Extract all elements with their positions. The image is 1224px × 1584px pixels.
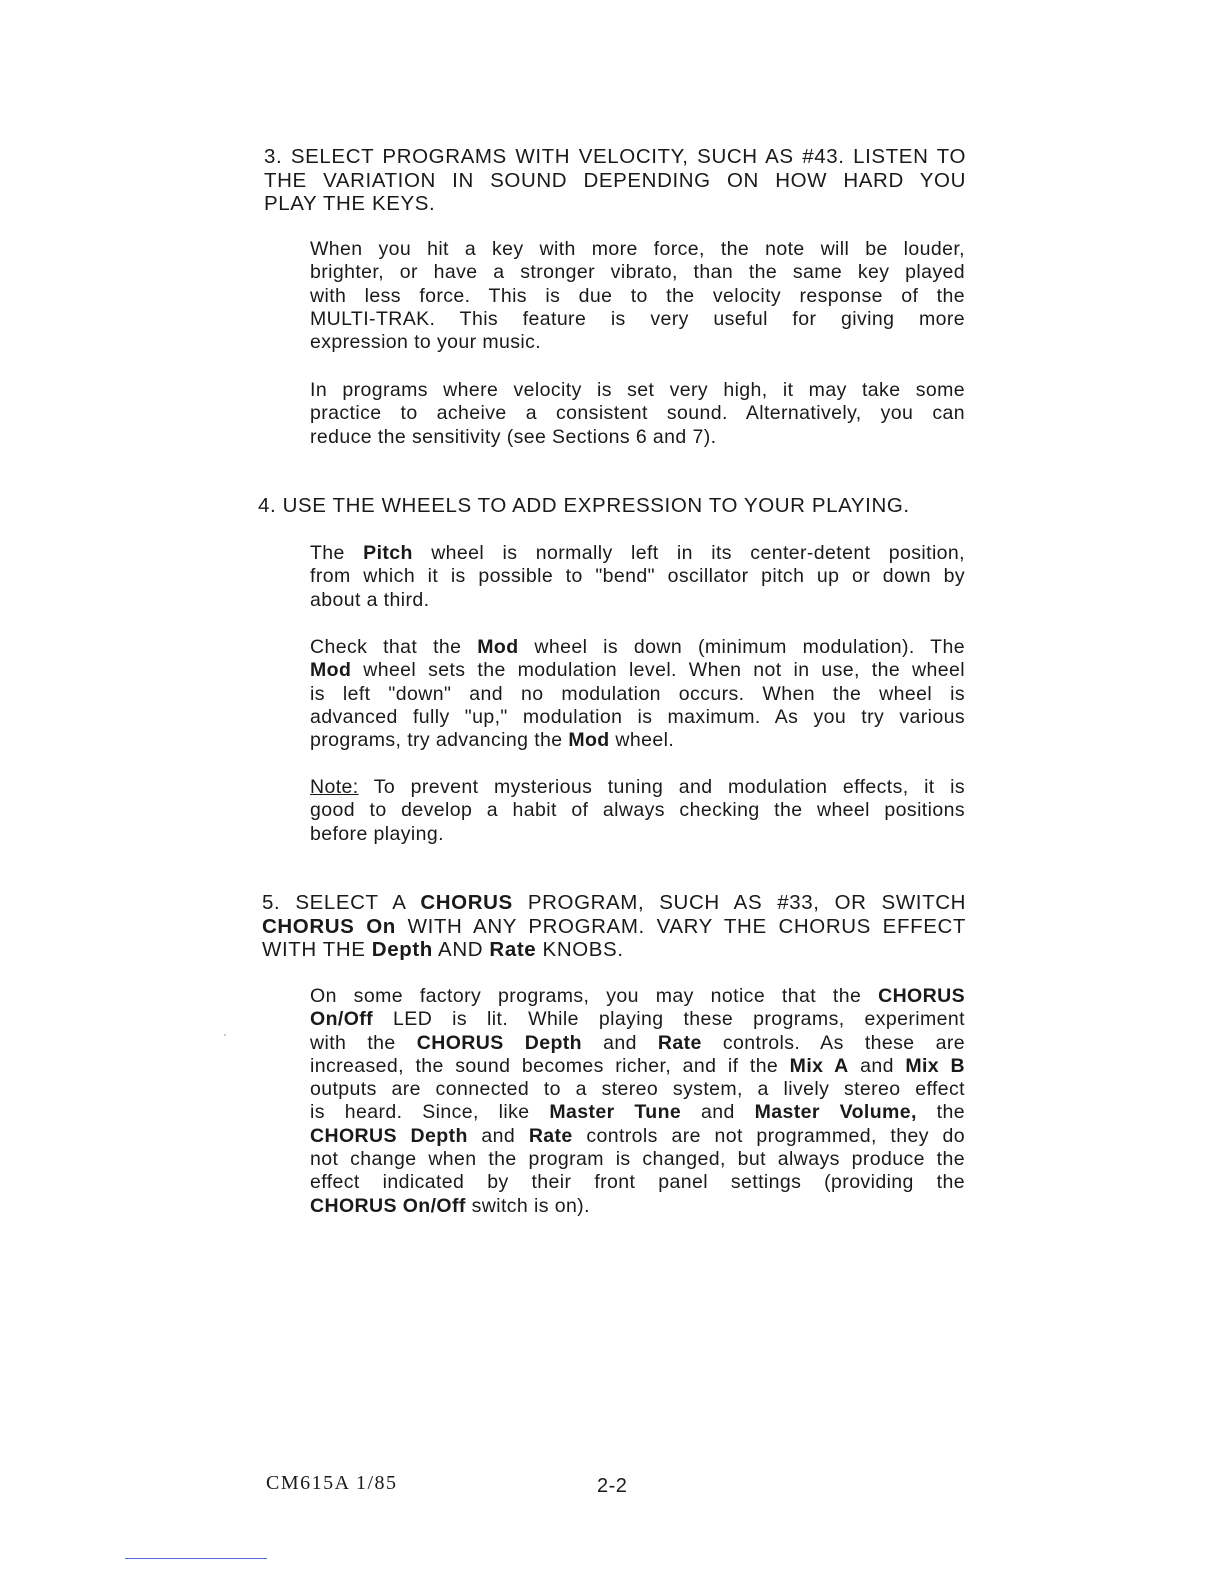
section-4-note xyxy=(310,776,965,846)
text-line: On/Off LED is lit. While playing these programs, experiment xyxy=(310,1008,965,1031)
document-code: CM615A 1/85 xyxy=(266,1472,398,1494)
heading-line: WITH THE Depth AND Rate KNOBS. xyxy=(262,938,624,961)
text-line: from which it is possible to "bend" oscillator pitch up or down by xyxy=(310,565,965,588)
text-line: increased, the sound becomes richer, and if the Mix A and Mix B xyxy=(310,1054,965,1077)
text-line: effect indicated by their front panel settings (providing the xyxy=(310,1171,965,1194)
mod-term: Mod xyxy=(477,636,519,658)
heading-line: 3. SELECT PROGRAMS WITH VELOCITY, SUCH AS #43. LISTEN TO xyxy=(264,145,966,168)
text-line: Note: To prevent mysterious tuning and modulation effects, it is xyxy=(310,776,965,798)
text-line: about a third. xyxy=(310,588,430,611)
section-5-paragraph-1 xyxy=(310,985,965,1218)
mod-term: Mod xyxy=(310,659,352,682)
scan-speck xyxy=(224,1034,226,1036)
pitch-term: Pitch xyxy=(363,542,413,564)
text-line: MULTI-TRAK. This feature is very useful for giving more xyxy=(310,307,965,330)
text-line: reduce the sensitivity (see Sections 6 and 7). xyxy=(310,425,717,448)
text-line: Check that the Mod wheel is down (minimum modulation). The xyxy=(310,636,965,658)
text-line: good to develop a habit of always checking the wheel positions xyxy=(310,799,965,822)
text-line: CHORUS Depth and Rate controls are not programmed, they do xyxy=(310,1124,966,1147)
text-line: is left "down" and no modulation occurs. When the wheel is xyxy=(310,682,965,705)
text-line: not change when the program is changed, but always produce the xyxy=(310,1148,965,1171)
text-line: When you hit a key with more force, the note will be louder, xyxy=(310,238,965,260)
note-label: Note: xyxy=(310,776,359,798)
text-line: with less force. This is due to the velocity response of the xyxy=(310,284,965,307)
mod-term: Mod xyxy=(568,729,610,752)
heading-line: PLAY THE KEYS. xyxy=(264,192,436,215)
text-line: advanced fully "up," modulation is maximum. As you try various xyxy=(310,705,965,728)
heading-line: THE VARIATION IN SOUND DEPENDING ON HOW HARD YOU xyxy=(264,168,966,192)
text-line: programs, try advancing the Mod wheel. xyxy=(310,729,675,752)
section-3-heading xyxy=(264,145,966,216)
section-3-paragraph-2 xyxy=(310,379,965,449)
bottom-rule xyxy=(125,1558,267,1559)
text-line: brighter, or have a stronger vibrato, than the same key played xyxy=(310,261,965,284)
text-line: On some factory programs, you may notice that the CHORUS xyxy=(310,985,965,1007)
text-line: is heard. Since, like Master Tune and Master Volume, the xyxy=(310,1101,965,1124)
text-line: The Pitch wheel is normally left in its center-detent position, xyxy=(310,542,965,564)
heading-line: 4. USE THE WHEELS TO ADD EXPRESSION TO YOUR PLAYING. xyxy=(258,494,910,517)
section-5-heading xyxy=(262,891,966,962)
heading-line: 5. SELECT A CHORUS PROGRAM, SUCH AS #33, OR SWITCH xyxy=(262,891,967,914)
page-number: 2-2 xyxy=(597,1475,628,1497)
text-line: outputs are connected to a stereo system, a lively stereo effect xyxy=(310,1078,965,1101)
text-line: In programs where velocity is set very high, it may take some xyxy=(310,379,965,401)
text-line: Mod wheel sets the modulation level. When not in use, the wheel xyxy=(310,659,965,682)
text-line: CHORUS On/Off switch is on). xyxy=(310,1194,590,1217)
section-4-paragraph-2 xyxy=(310,636,965,752)
text-line: with the CHORUS Depth and Rate controls. As these are xyxy=(310,1031,965,1054)
section-4-paragraph-1 xyxy=(310,542,965,612)
text-line: practice to acheive a consistent sound. Alternatively, you can xyxy=(310,402,965,425)
section-4-heading xyxy=(258,494,960,518)
heading-line: CHORUS On WITH ANY PROGRAM. VARY THE CHORUS EFFECT xyxy=(262,914,966,938)
text-line: before playing. xyxy=(310,822,444,845)
text-line: expression to your music. xyxy=(310,331,542,354)
section-3-paragraph-1 xyxy=(310,238,965,354)
